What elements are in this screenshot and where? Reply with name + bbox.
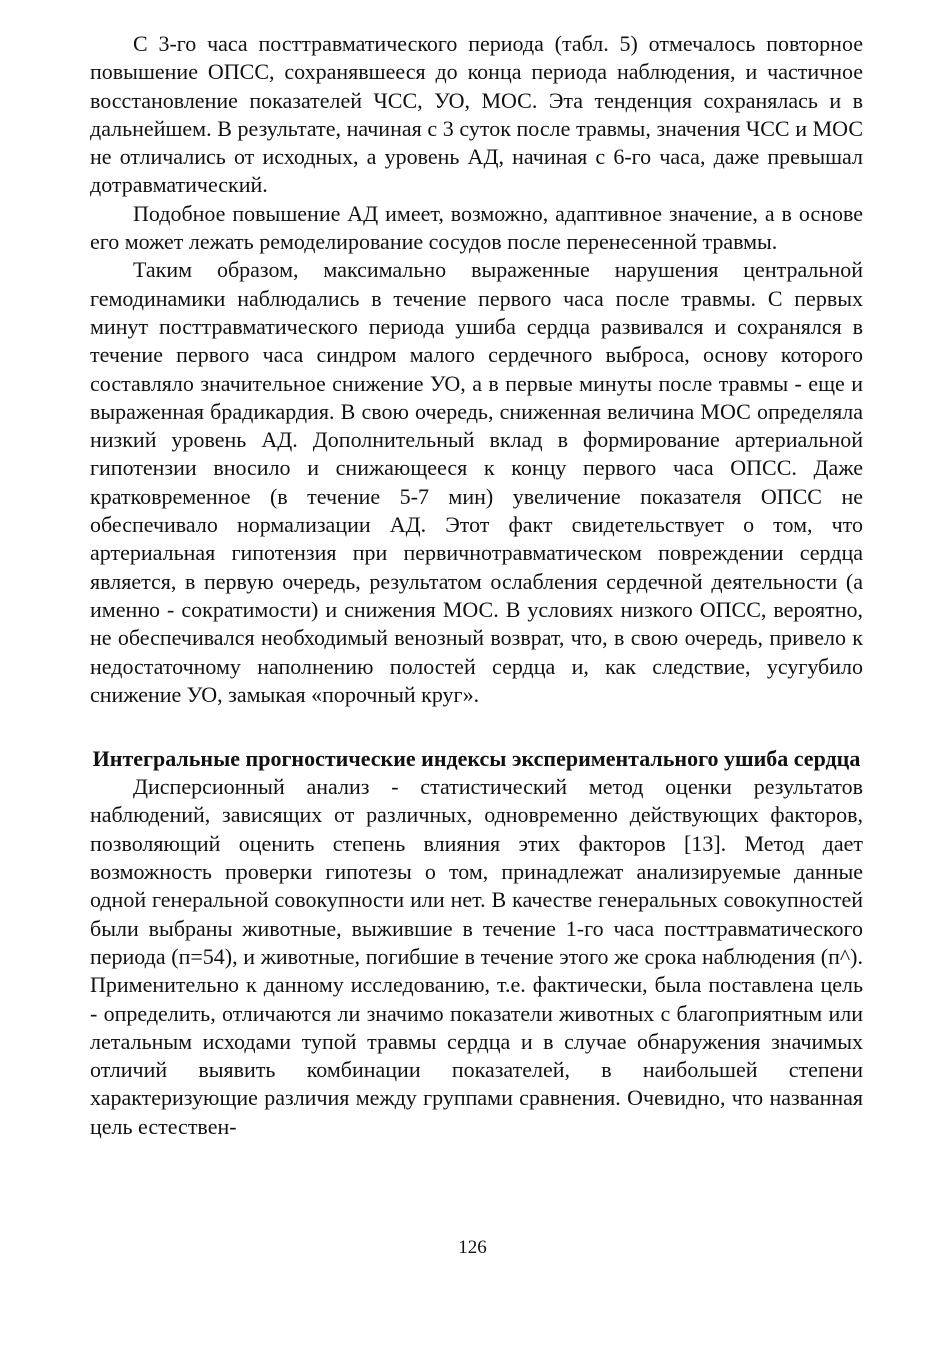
document-page — [90, 30, 863, 1141]
paragraph-2: Подобное повышение АД имеет, возможно, адаптивное значение, а в основе его может лежать ремоделирование сосудов после перенесенной травмы. — [90, 200, 863, 255]
paragraph-1: С 3-го часа посттравматического периода (табл. 5) отмечалось повторное повышение ОПСС, сохранявшееся до конца периода наблюдения, и частичное восстановление показателей ЧСС, УО, МОС. Эта тенденция сохранялась и в дальнейшем. В результате, начиная с 3 суток после травмы, значения ЧСС и МОС не отличались от исходных, а уровень АД, начиная с 6-го часа, даже превышал дотравматический. — [90, 31, 863, 198]
paragraph-3: Таким образом, максимально выраженные нарушения центральной гемодинамики наблюдались в течение первого часа после травмы. С первых минут посттравматического периода ушиба сердца развивался и сохранялся в течение первого часа синдром малого сердечного выброса, основу которого составляло значительное снижение УО, а в первые минуты после травмы - еще и выраженная брадикардия. В свою очередь, сниженная величина МОС определяла низкий уровень АД. Дополнительный вклад в формирование артериальной гипотензии вносило и снижающееся к концу первого часа ОПСС. Даже кратковременное (в течение 5-7 мин) увеличение показателя ОПСС не обеспечивало нормализации АД. Этот факт свидетельствует о том, что артериальная гипотензия при первичнотравматическом повреждении сердца является, в первую очередь, результатом ослабления сердечной деятельности (а именно - сократимости) и снижения МОС. В условиях низкого ОПСС, вероятно, не обеспечивался необходимый венозный возврат, что, в свою очередь, привело к недостаточному наполнению полостей сердца и, как следствие, усугубило снижение УО, замыкая «порочный круг». — [90, 257, 863, 707]
page-number: 126 — [458, 1237, 487, 1258]
paragraph-4: Дисперсионный анализ - статистический метод оценки результатов наблюдений, зависящих от различных, одновременно действующих факторов, позволяющий оценить степень влияния этих факторов [13]. Метод дает возможность проверки гипотезы о том, принадлежат анализируемые данные одной генеральной совокупности или нет. В качестве генеральных совокупностей были выбраны животные, выжившие в течение 1-го часа посттравматического периода (п=54), и животные, погибшие в течение этого же срока наблюдения (п^). Применительно к данному исследованию, т.е. фактически, была поставлена цель - определить, отличаются ли значимо показатели животных с благоприятным или летальным исходами тупой травмы сердца и в случае обнаружения значимых отличий выявить комбинации показателей, в наибольшей степени характеризующие различия между группами сравнения. Очевидно, что названная цель естествен- — [90, 774, 863, 1139]
section-heading: Интегральные прогностические индексы экспериментального ушиба сердца — [92, 746, 861, 772]
